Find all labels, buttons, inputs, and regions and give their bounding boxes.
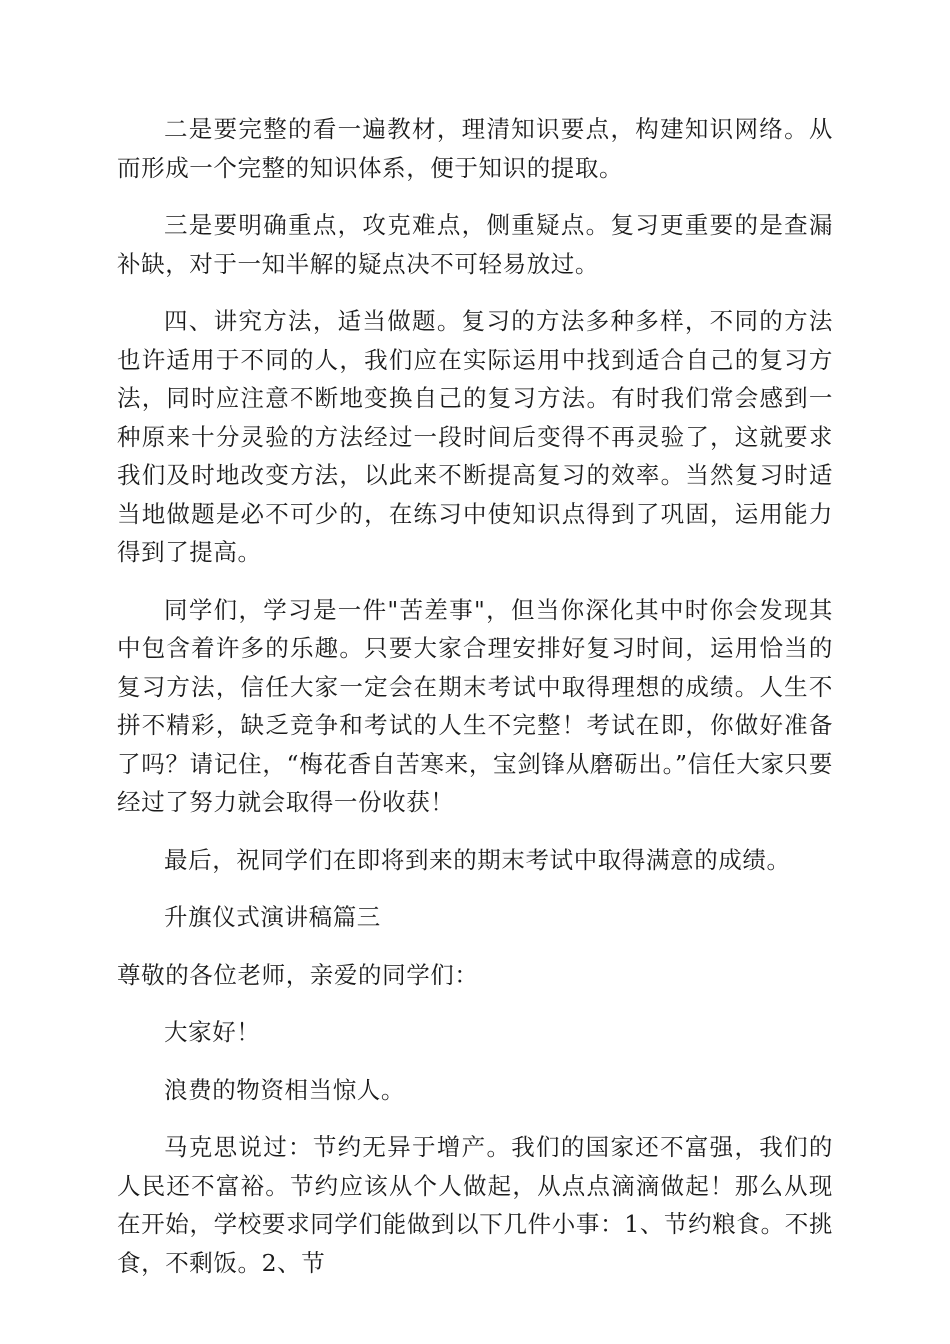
paragraph-saving: 马克思说过：节约无异于增产。我们的国家还不富强，我们的人民还不富裕。节约应该从个人做起，从点点滴滴做起！那么从现在开始，学校要求同学们能做到以下几件小事：1、节约粮食。不挑食，不剩饭。2、节: [117, 1133, 833, 1277]
paragraph-closing-wish: 最后，祝同学们在即将到来的期末考试中取得满意的成绩。: [164, 845, 791, 874]
paragraph-encouragement: 同学们，学习是一件"苦差事"，但当你深化其中时你会发现其中包含着许多的乐趣。只要大家合理安排好复习时间，运用恰当的复习方法，信任大家一定会在期末考试中取得理想的成绩。人生不拼不精彩，缺乏竞争和考试的人生不完整！考试在即，你做好准备了吗？请记住，“梅花香自苦寒来，宝剑锋从磨砺出。”信任大家只要经过了努力就会取得一份收获！: [117, 595, 833, 816]
salutation: 尊敬的各位老师，亲爱的同学们：: [117, 960, 479, 989]
greeting: 大家好！: [164, 1018, 261, 1046]
paragraph-focus-key-points: 三是要明确重点，攻克难点，侧重疑点。复习更重要的是查漏补缺，对于一知半解的疑点决不可轻易放过。: [117, 211, 833, 278]
paragraph-review-textbook: 二是要完整的看一遍教材，理清知识要点，构建知识网络。从而形成一个完整的知识体系，便于知识的提取。: [117, 115, 833, 182]
document-body: [117, 110, 833, 1301]
section-heading: 升旗仪式演讲稿篇三: [164, 903, 381, 931]
paragraph-study-methods: 四、讲究方法，适当做题。复习的方法多种多样，不同的方法也许适用于不同的人，我们应在实际运用中找到适合自己的复习方法，同时应注意不断地变换自己的复习方法。有时我们常会感到一种原来十分灵验的方法经过一段时间后变得不再灵验了，这就要求我们及时地改变方法，以此来不断提高复习的效率。当然复习时适当地做题是必不可少的，在练习中使知识点得到了巩固，运用能力得到了提高。: [117, 307, 833, 566]
paragraph-waste: 浪费的物资相当惊人。: [164, 1075, 405, 1104]
